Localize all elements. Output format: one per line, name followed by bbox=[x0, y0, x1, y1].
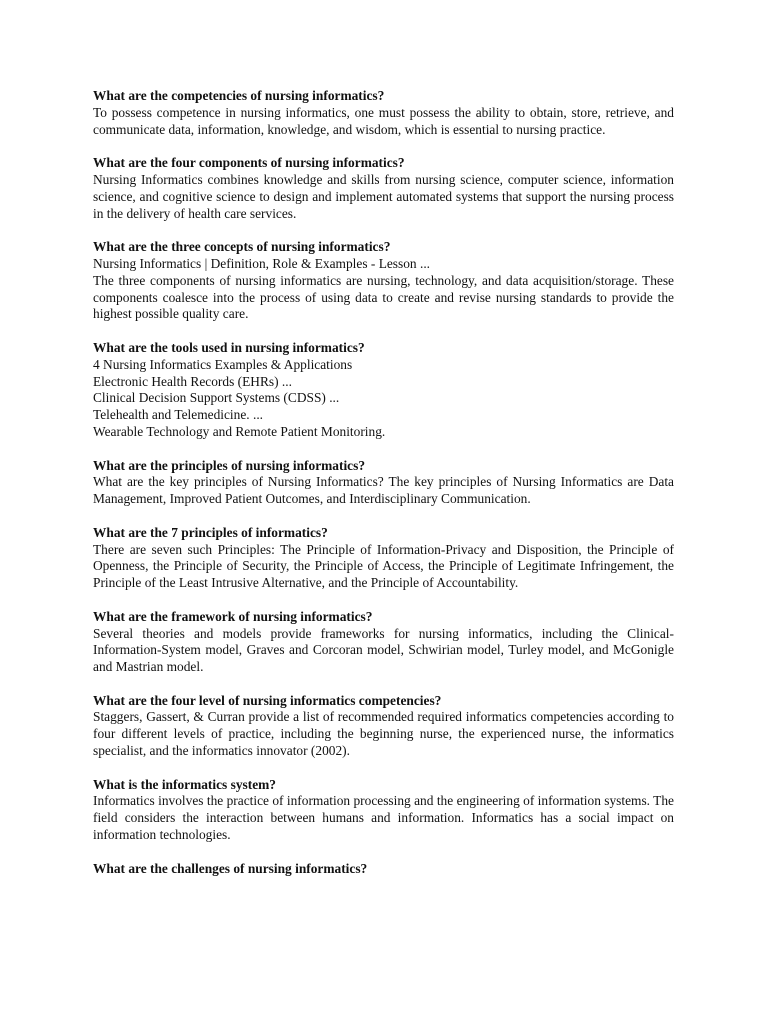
answer-paragraph: The three components of nursing informatics are nursing, technology, and data acquisition/storage. These components coalesce into the process of using data to create and revise nursing standards to provide the highest possible quality care. bbox=[93, 272, 674, 322]
answer-line: 4 Nursing Informatics Examples & Applications bbox=[93, 356, 353, 372]
document-page bbox=[93, 88, 674, 894]
qa-section bbox=[93, 693, 674, 760]
answer-paragraph: Informatics involves the practice of information processing and the engineering of information systems. The field considers the interaction between humans and information. Informatics has a social impact on information technologies. bbox=[93, 793, 674, 843]
question-heading: What is the informatics system? bbox=[93, 776, 276, 792]
question-heading: What are the 7 principles of informatics? bbox=[93, 524, 328, 540]
qa-section bbox=[93, 458, 674, 508]
answer-paragraph: Nursing Informatics combines knowledge and skills from nursing science, computer science, information science, and cognitive science to design and implement automated systems that support the nursing process in the delivery of health care services. bbox=[93, 171, 674, 221]
question-heading: What are the principles of nursing informatics? bbox=[93, 457, 366, 473]
answer-paragraph: There are seven such Principles: The Principle of Information-Privacy and Disposition, the Principle of Openness, the Principle of Security, the Principle of Access, the Principle of Legitimate Infringement, the Principle of the Least Intrusive Alternative, and the Principle of Accountability. bbox=[93, 541, 674, 591]
question-heading: What are the four components of nursing informatics? bbox=[93, 155, 405, 171]
qa-section bbox=[93, 88, 674, 138]
question-heading: What are the three concepts of nursing informatics? bbox=[93, 239, 391, 255]
answer-line: Clinical Decision Support Systems (CDSS) ... bbox=[93, 390, 340, 406]
qa-section bbox=[93, 777, 674, 844]
qa-section bbox=[93, 609, 674, 676]
question-heading: What are the four level of nursing informatics competencies? bbox=[93, 692, 442, 708]
qa-section bbox=[93, 861, 674, 878]
qa-section bbox=[93, 525, 674, 592]
answer-paragraph: Several theories and models provide frameworks for nursing informatics, including the Clinical-Information-System model, Graves and Corcoran model, Schwirian model, Turley model, and McGonigle and Mastrian model. bbox=[93, 625, 674, 675]
question-heading: What are the challenges of nursing informatics? bbox=[93, 860, 368, 876]
qa-section bbox=[93, 340, 674, 441]
question-heading: What are the competencies of nursing informatics? bbox=[93, 88, 385, 103]
answer-paragraph: To possess competence in nursing informatics, one must possess the ability to obtain, store, retrieve, and communicate data, information, knowledge, and wisdom, which is essential to nursing practice. bbox=[93, 104, 674, 137]
answer-line: Nursing Informatics | Definition, Role & Examples - Lesson ... bbox=[93, 255, 431, 271]
answer-paragraph: What are the key principles of Nursing Informatics? The key principles of Nursing Informatics are Data Management, Improved Patient Outcomes, and Interdisciplinary Communication. bbox=[93, 474, 674, 507]
answer-line: Wearable Technology and Remote Patient Monitoring. bbox=[93, 423, 386, 439]
question-heading: What are the tools used in nursing informatics? bbox=[93, 339, 365, 355]
answer-line: Electronic Health Records (EHRs) ... bbox=[93, 373, 292, 389]
answer-paragraph: Staggers, Gassert, & Curran provide a list of recommended required informatics competencies according to four different levels of practice, including the beginning nurse, the experienced nurse, the informatics specialist, and the informatics innovator (2002). bbox=[93, 709, 674, 759]
question-heading: What are the framework of nursing informatics? bbox=[93, 608, 373, 624]
qa-section bbox=[93, 239, 674, 323]
qa-section bbox=[93, 155, 674, 222]
answer-line: Telehealth and Telemedicine. ... bbox=[93, 407, 264, 423]
